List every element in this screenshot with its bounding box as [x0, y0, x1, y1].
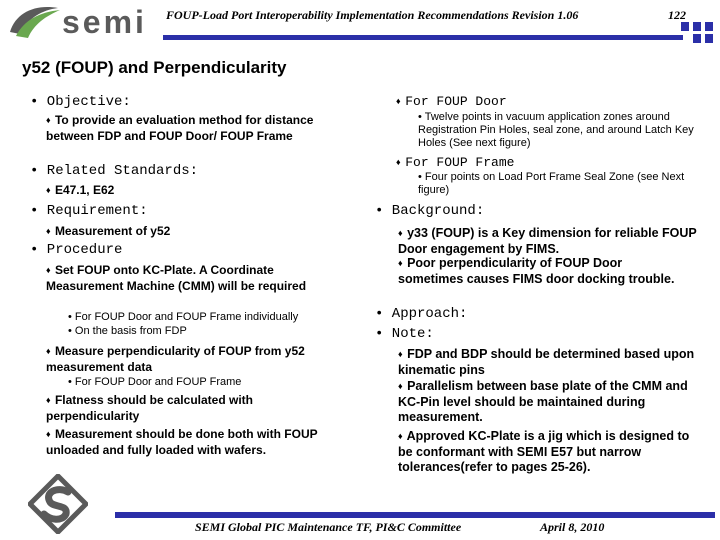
procedure-item-1-text: Set FOUP onto KC-Plate. A Coordinate Measurement Machine (CMM) will be required	[46, 263, 307, 293]
procedure-item-2	[46, 344, 331, 375]
objective-item	[46, 113, 316, 144]
procedure-item-3-text: Flatness should be calculated with perpendicularity	[46, 393, 253, 423]
approach-label: • Approach:	[375, 306, 468, 322]
note-label: • Note:	[375, 326, 434, 342]
foup-frame-label-text: For FOUP Frame	[405, 155, 515, 170]
requirement-item	[46, 224, 170, 240]
background-label: • Background:	[375, 203, 485, 219]
foup-door-label	[396, 93, 507, 110]
related-standards-label: • Related Standards:	[30, 163, 199, 179]
procedure-item-1	[46, 263, 331, 294]
semi-logo	[6, 2, 156, 40]
slide-title: y52 (FOUP) and Perpendicularity	[22, 58, 287, 77]
header-box-3	[705, 22, 713, 31]
requirement-item-text: Measurement of y52	[54, 224, 171, 238]
related-standards-item	[46, 183, 114, 199]
header-underline	[163, 35, 683, 40]
footer-bar	[115, 512, 715, 518]
background-item-1	[398, 226, 698, 257]
related-standards-text: E47.1, E62	[54, 183, 115, 197]
note-item-2-text: Parallelism between base plate of the CMM and KC-Pin level should be maintained during measurement.	[398, 379, 688, 424]
objective-item-text: To provide an evaluation method for distance between FDP and FOUP Door/ FOUP Frame	[46, 113, 314, 143]
background-item-2-text: Poor perpendicularity of FOUP Door sometimes causes FIMS door docking trouble.	[398, 256, 675, 286]
header-title: FOUP-Load Port Interoperability Implementation Recommendations Revision 1.06	[166, 8, 579, 22]
background-item-2	[398, 256, 683, 287]
footer-committee: SEMI Global PIC Maintenance TF, PI&C Committee	[195, 520, 462, 534]
note-item-1-text: FDP and BDP should be determined based upon kinematic pins	[398, 347, 695, 377]
procedure-item-1-sub-1: • For FOUP Door and FOUP Frame individually	[68, 311, 299, 323]
requirement-label: • Requirement:	[30, 203, 148, 219]
header-box-5	[705, 34, 713, 43]
procedure-item-2-sub-1: • For FOUP Door and FOUP Frame	[68, 376, 242, 388]
objective-label: • Objective:	[30, 94, 131, 110]
footer-date: April 8, 2010	[540, 520, 605, 534]
foup-door-sub: • Twelve points in vacuum application zones around Registration Pin Holes, seal zone, and around Latch Key Holes (See next figure)	[418, 111, 694, 149]
foup-frame-label	[396, 154, 514, 171]
header-box-2	[693, 22, 701, 31]
note-item-3-text: Approved KC-Plate is a jig which is designed to be conformant with SEMI E57 but narrow tolerances(refer to pages 25-26).	[398, 429, 690, 474]
foup-frame-sub: • Four points on Load Port Frame Seal Zone (see Next figure)	[418, 171, 685, 196]
semi-swoosh-icon	[6, 2, 62, 40]
footer-semi-s-logo	[28, 474, 88, 534]
semi-logo-text: semi	[62, 4, 147, 40]
procedure-item-4-text: Measurement should be done both with FOUP unloaded and fully loaded with wafers.	[46, 427, 318, 457]
procedure-item-3	[46, 393, 301, 424]
note-item-3	[398, 429, 698, 475]
foup-door-label-text: For FOUP Door	[405, 94, 507, 109]
page-number: 122	[668, 8, 686, 22]
procedure-label: • Procedure	[30, 242, 123, 258]
semi-s-mark-icon	[28, 474, 88, 534]
background-item-1-text: y33 (FOUP) is a Key dimension for reliable FOUP Door engagement by FIMS.	[398, 226, 697, 256]
procedure-item-4	[46, 427, 331, 458]
header-box-4	[693, 34, 701, 43]
note-item-1	[398, 347, 698, 378]
note-item-2	[398, 379, 698, 425]
procedure-item-2-text: Measure perpendicularity of FOUP from y52 measurement data	[46, 344, 305, 374]
procedure-item-1-sub-2: • On the basis from FDP	[68, 325, 187, 337]
header-box-1	[681, 22, 689, 31]
